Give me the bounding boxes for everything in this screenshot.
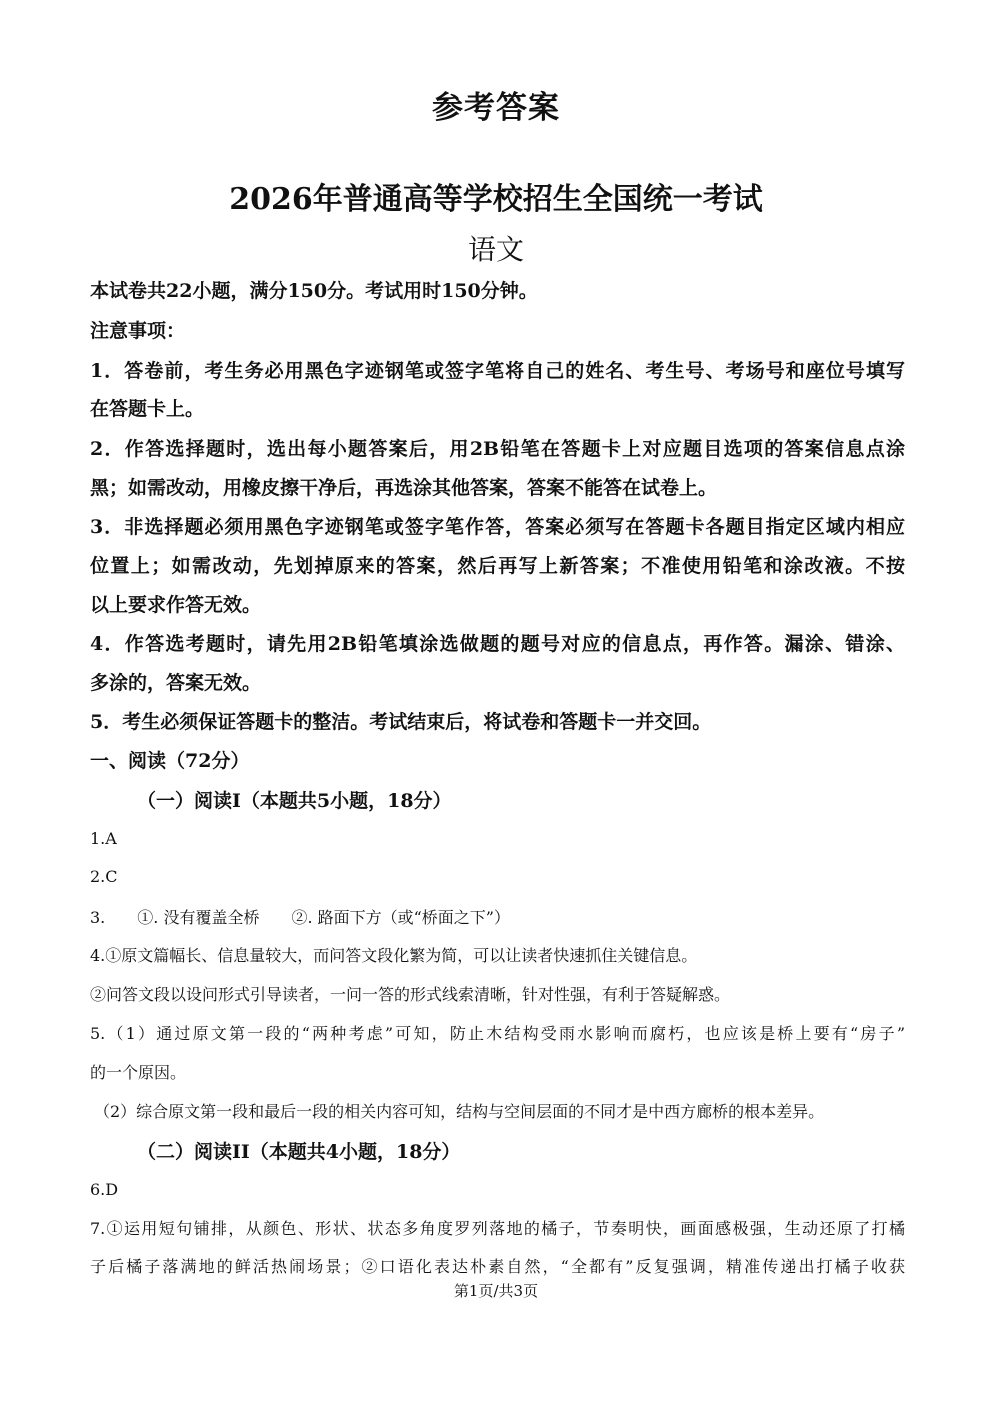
answer-line: 子后橘子落满地的鲜活热闹场景；②口语化表达朴素自然，“全都有”反复强调，精准传递出打橘子收获	[90, 1257, 905, 1276]
subject-title: 语文	[467, 233, 524, 266]
note-line: 2．作答选择题时，选出每小题答案后，用2B铅笔在答题卡上对应题目选项的答案信息点涂	[90, 438, 905, 460]
note-line: 以上要求作答无效。	[90, 594, 262, 616]
answer-line: 4.①原文篇幅长、信息量较大，而问答文段化繁为简，可以让读者快速抓住关键信息。	[90, 946, 698, 965]
answer-line: ②问答文段以设问形式引导读者，一问一答的形式线索清晰，针对性强，有利于答疑解惑。	[90, 985, 731, 1004]
section-heading: 一、阅读（72分）	[90, 750, 250, 772]
answer-line: 2.C	[90, 867, 118, 886]
part-heading: （一）阅读I（本题共5小题，18分）	[137, 790, 452, 812]
note-line: 5．考生必须保证答题卡的整洁。考试结束后，将试卷和答题卡一并交回。	[90, 711, 712, 733]
note-line: 3．非选择题必须用黑色字迹钢笔或签字笔作答，答案必须写在答题卡各题目指定区域内相应	[90, 516, 905, 538]
note-line: 在答题卡上。	[90, 398, 205, 420]
answer-line: 7.①运用短句铺排，从颜色、形状、状态多角度罗列落地的橘子，节奏明快，画面感极强，生动还原了打橘	[90, 1219, 905, 1238]
answer-line: 5.（1）通过原文第一段的“两种考虑”可知，防止木结构受雨水影响而腐朽，也应该是桥上要有“房子”	[90, 1024, 905, 1043]
answer-line: （2）综合原文第一段和最后一段的相关内容可知，结构与空间层面的不同才是中西方廊桥的根本差异。	[94, 1102, 825, 1121]
exam-summary: 本试卷共22小题，满分150分。考试用时150分钟。	[90, 280, 538, 302]
page-number: 第1页/共3页	[453, 1282, 539, 1300]
answer-line: 1.A	[90, 829, 117, 848]
answer-line: 的一个原因。	[90, 1063, 187, 1082]
note-line: 多涂的，答案无效。	[90, 672, 262, 694]
notes-heading: 注意事项：	[90, 320, 186, 342]
note-line: 黑；如需改动，用橡皮擦干净后，再选涂其他答案，答案不能答在试卷上。	[90, 477, 718, 499]
part-heading: （二）阅读II（本题共4小题，18分）	[137, 1141, 461, 1163]
exam-title: 2026年普通高等学校招生全国统一考试	[229, 182, 763, 217]
note-line: 位置上；如需改动，先划掉原来的答案，然后再写上新答案；不准使用铅笔和涂改液。不按	[90, 555, 905, 577]
answer-title: 参考答案	[432, 90, 560, 126]
answer-line: 3. ①. 没有覆盖全桥 ②. 路面下方（或“桥面之下”）	[90, 908, 510, 927]
note-line: 4．作答选考题时，请先用2B铅笔填涂选做题的题号对应的信息点，再作答。漏涂、错涂、	[90, 633, 905, 655]
note-line: 1．答卷前，考生务必用黑色字迹钢笔或签字笔将自己的姓名、考生号、考场号和座位号填写	[90, 360, 905, 382]
answer-line: 6.D	[90, 1180, 119, 1199]
